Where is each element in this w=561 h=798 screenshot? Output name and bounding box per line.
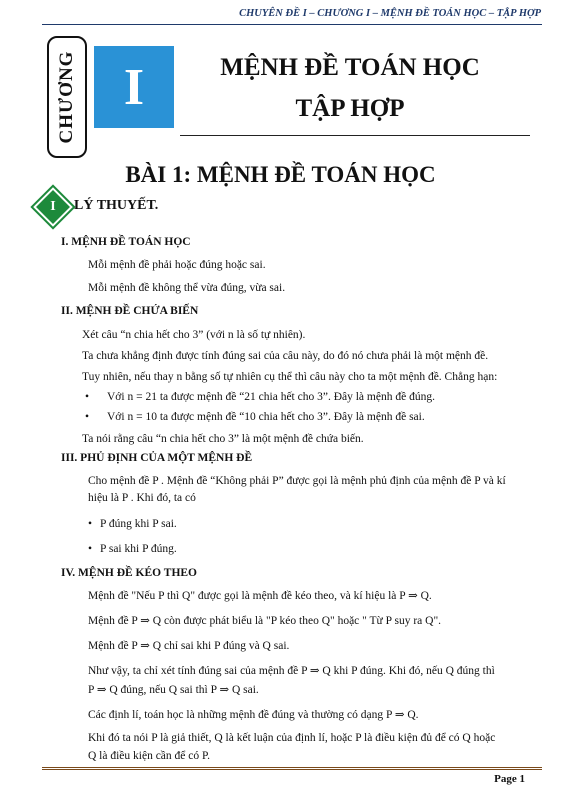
s2-line-4: Ta nói rằng câu “n chia hết cho 3” là một mệnh đề chứa biến. bbox=[82, 433, 364, 445]
s2-line-1: Xét câu “n chia hết cho 3” (với n là số tự nhiên). bbox=[82, 329, 306, 341]
header-divider bbox=[42, 24, 542, 25]
chapter-label-box bbox=[47, 36, 87, 158]
s3-bullet-1 bbox=[88, 518, 177, 530]
s4-line-6: Các định lí, toán học là những mệnh đề đúng và thường có dạng P ⇒ Q. bbox=[88, 709, 419, 721]
bullet-icon: • bbox=[85, 391, 90, 403]
chapter-label: CHƯƠNG bbox=[56, 50, 77, 144]
section-heading-theory: LÝ THUYẾT. bbox=[74, 198, 159, 213]
bullet-icon: • bbox=[88, 543, 93, 555]
s4-line-5: P ⇒ Q đúng, nếu Q sai thì P ⇒ Q sai. bbox=[88, 684, 259, 696]
section-3-title: III. PHỦ ĐỊNH CỦA MỘT MỆNH ĐỀ bbox=[61, 452, 253, 464]
s2-line-2: Ta chưa khẳng định được tính đúng sai của câu này, do đó nó chưa phải là một mệnh đề. bbox=[82, 350, 489, 362]
running-header: CHUYÊN ĐỀ I – CHƯƠNG I – MỆNH ĐỀ TOÁN HỌC – TẬP HỢP bbox=[239, 8, 541, 19]
s4-line-1: Mệnh đề "Nếu P thì Q" được gọi là mệnh đề kéo theo, và kí hiệu là P ⇒ Q. bbox=[88, 590, 432, 602]
s2-bullet-2-text: Với n = 10 ta được mệnh đề “10 chia hết cho 3”. Đây là mệnh đề sai. bbox=[107, 411, 425, 423]
s3-bullet-2-text: P sai khi P đúng. bbox=[100, 543, 177, 555]
section-4-title: IV. MỆNH ĐỀ KÉO THEO bbox=[61, 567, 198, 579]
s2-bullet-1 bbox=[85, 391, 435, 403]
s1-line-1: Mỗi mệnh đề phải hoặc đúng hoặc sai. bbox=[88, 259, 266, 271]
s2-line-3: Tuy nhiên, nếu thay n bằng số tự nhiên cụ thể thì câu này cho ta một mệnh đề. Chẳng hạn: bbox=[82, 371, 498, 383]
bullet-icon: • bbox=[85, 411, 90, 423]
lesson-title: BÀI 1: MỆNH ĐỀ TOÁN HỌC bbox=[125, 162, 436, 187]
s1-line-2: Mỗi mệnh đề không thể vừa đúng, vừa sai. bbox=[88, 282, 286, 294]
chapter-title-line1: MỆNH ĐỀ TOÁN HỌC bbox=[220, 54, 480, 81]
s3-bullet-2 bbox=[88, 543, 177, 555]
s3-bullet-1-text: P đúng khi P sai. bbox=[100, 518, 177, 530]
s4-line-3: Mệnh đề P ⇒ Q chỉ sai khi P đúng và Q sai. bbox=[88, 640, 290, 652]
s2-bullet-1-text: Với n = 21 ta được mệnh đề “21 chia hết cho 3”. Đây là mệnh đề đúng. bbox=[107, 391, 435, 403]
section-2-title: II. MỆNH ĐỀ CHỨA BIẾN bbox=[61, 305, 199, 317]
s4-line-2: Mệnh đề P ⇒ Q còn được phát biểu là "P kéo theo Q" hoặc " Từ P suy ra Q". bbox=[88, 615, 442, 627]
badge-number: I bbox=[50, 199, 56, 214]
s3-line-2: hiệu là P . Khi đó, ta có bbox=[88, 492, 196, 504]
page-number: Page 1 bbox=[494, 773, 525, 785]
s2-bullet-2 bbox=[85, 411, 425, 423]
s4-line-4: Như vậy, ta chỉ xét tính đúng sai của mệnh đề P ⇒ Q khi P đúng. Khi đó, nếu Q đúng thì bbox=[88, 665, 495, 677]
s4-line-7: Khi đó ta nói P là giả thiết, Q là kết luận của định lí, hoặc P là điều kiện đủ để có Q hoặc bbox=[88, 732, 496, 744]
section-1-title: I. MỆNH ĐỀ TOÁN HỌC bbox=[61, 236, 191, 248]
chapter-title-underline bbox=[180, 135, 530, 136]
chapter-number: I bbox=[94, 46, 174, 128]
bullet-icon: • bbox=[88, 518, 93, 530]
footer-divider bbox=[42, 767, 542, 770]
chapter-title-line2: TẬP HỢP bbox=[295, 95, 405, 122]
s3-line-1: Cho mệnh đề P . Mệnh đề “Không phải P” được gọi là mệnh phủ định của mệnh đề P và kí bbox=[88, 475, 506, 487]
s4-line-8: Q là điều kiện cần để có P. bbox=[88, 750, 210, 762]
